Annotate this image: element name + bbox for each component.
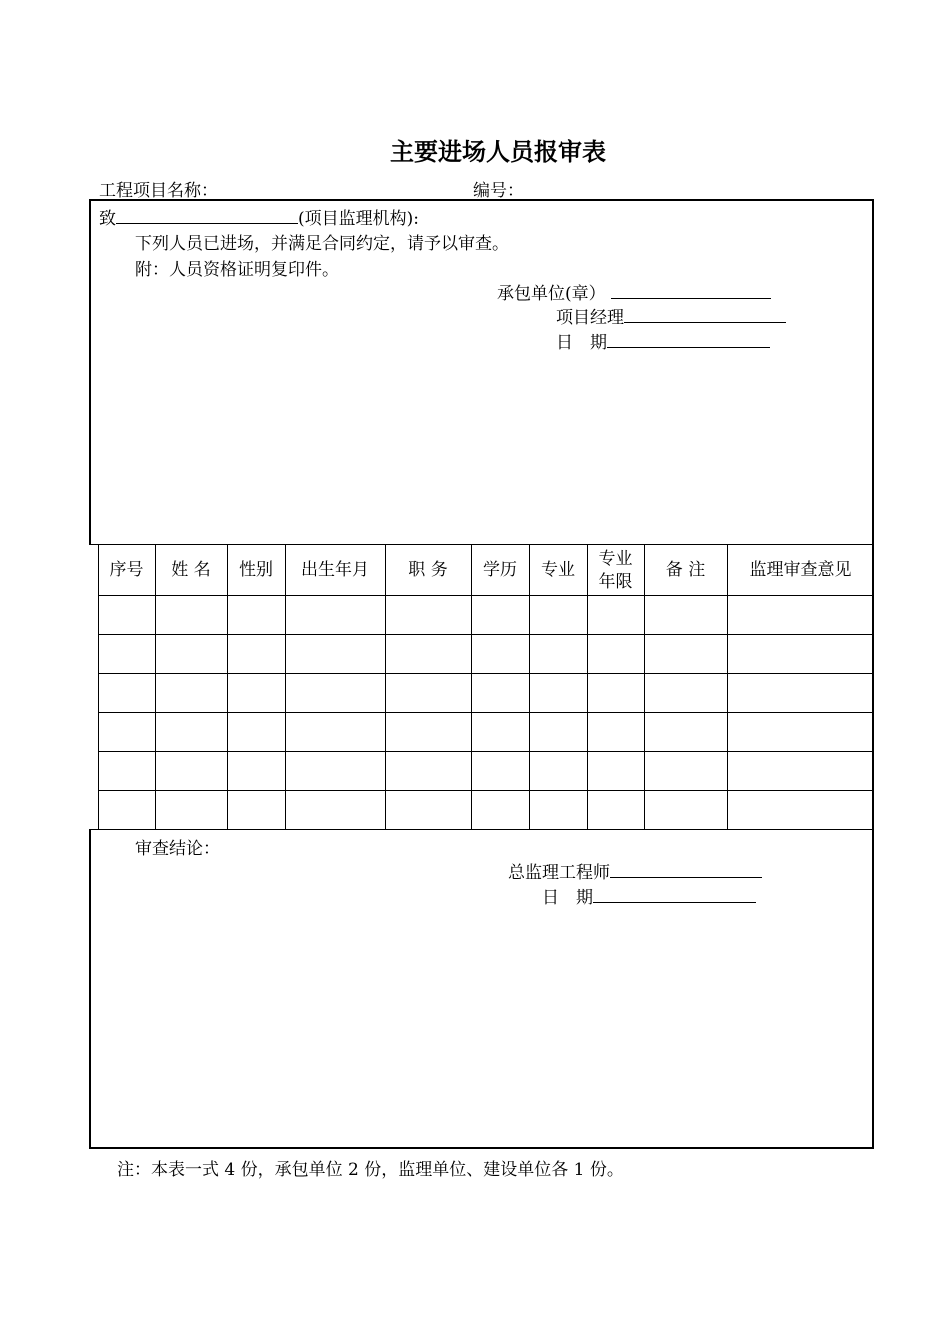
contractor-label: 承包单位(章）	[497, 284, 606, 304]
header-years: 专业 年限	[598, 548, 633, 592]
manager-line	[556, 303, 786, 328]
supervisor-org-field[interactable]	[116, 207, 298, 224]
bottom-date-label: 日 期	[542, 888, 593, 908]
row-line	[98, 673, 874, 674]
header-education: 学历	[483, 560, 517, 580]
header-remarks: 备 注	[665, 560, 706, 580]
header-gender: 性别	[239, 560, 273, 580]
to-line	[99, 204, 419, 229]
manager-label: 项目经理	[556, 308, 624, 328]
to-prefix: 致	[99, 209, 116, 229]
header-major: 专业	[541, 560, 575, 580]
top-date-field[interactable]	[607, 331, 770, 348]
table-bottom-border	[89, 829, 874, 830]
to-suffix: (项目监理机构):	[298, 209, 419, 229]
row-line	[98, 751, 874, 752]
chief-engineer-label: 总监理工程师	[508, 863, 610, 883]
header-name: 姓 名	[171, 560, 211, 580]
header-position: 职 务	[408, 560, 448, 580]
header-opinion: 监理审查意见	[749, 560, 852, 580]
footnote: 注：本表一式 4 份，承包单位 2 份，监理单位、建设单位各 1 份。	[117, 1160, 624, 1180]
contractor-line	[497, 279, 771, 304]
chief-engineer-field[interactable]	[610, 861, 762, 878]
row-line	[98, 790, 874, 791]
bottom-date-field[interactable]	[593, 886, 756, 903]
bottom-date-line	[542, 883, 756, 908]
statement-line: 下列人员已进场，并满足合同约定，请予以审查。	[135, 234, 509, 254]
attachment-line: 附：人员资格证明复印件。	[135, 260, 339, 280]
header-seq: 序号	[109, 560, 144, 580]
header-birth: 出生年月	[301, 560, 369, 580]
row-line	[98, 634, 874, 635]
number-label: 编号：	[473, 181, 524, 201]
page-title: 主要进场人员报审表	[390, 138, 606, 166]
project-name-label: 工程项目名称：	[99, 181, 218, 201]
table-left-gap	[89, 545, 98, 829]
table-top-border	[89, 544, 874, 545]
contractor-field[interactable]	[611, 282, 771, 299]
manager-field[interactable]	[624, 306, 786, 323]
top-date-label: 日 期	[556, 333, 607, 353]
row-line	[98, 595, 874, 596]
top-date-line	[556, 328, 770, 353]
conclusion-label: 审查结论：	[135, 839, 220, 859]
chief-engineer-line	[508, 858, 762, 883]
row-line	[98, 712, 874, 713]
